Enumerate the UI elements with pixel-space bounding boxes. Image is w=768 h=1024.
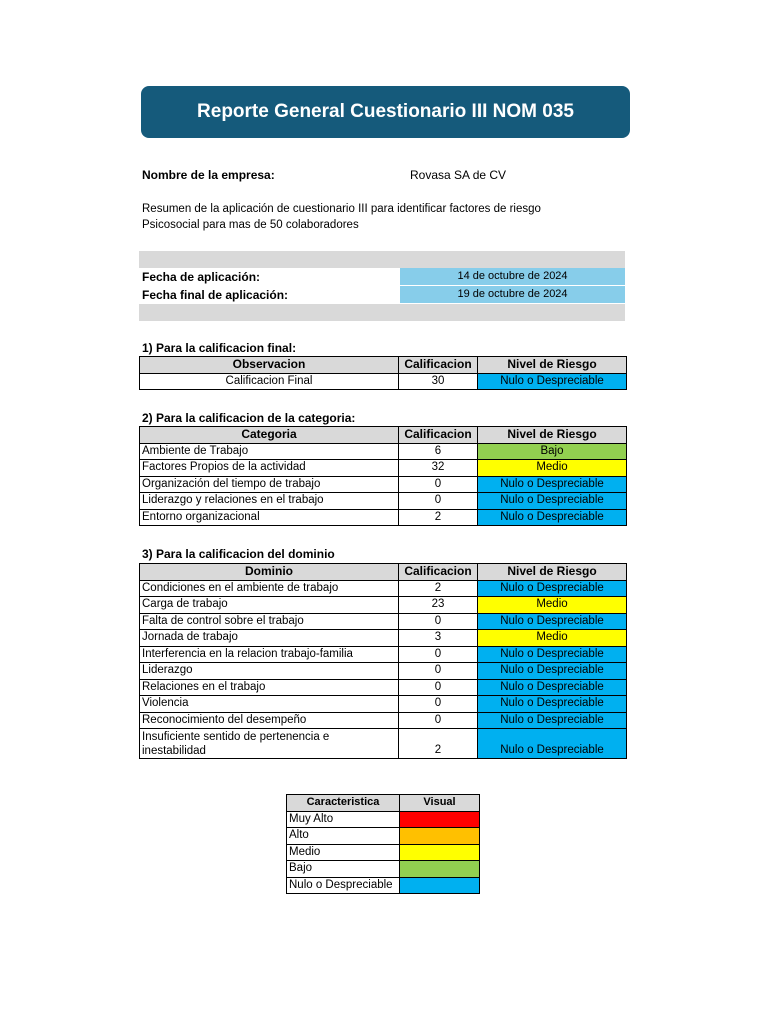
table-row [140,460,627,477]
legend-color-swatch [400,877,480,894]
legend-color-swatch [400,828,480,845]
row-name: Liderazgo [140,663,399,680]
legend-color-swatch [400,844,480,861]
table-row [140,580,627,597]
summary-line-1: Resumen de la aplicación de cuestionario III para identificar factores de riesgo [142,203,541,215]
risk-level-badge: Nulo o Despreciable [478,509,627,526]
legend-row [287,811,480,828]
row-name: Insuficiente sentido de pertenencia e inestabilidad [140,729,399,759]
company-label: Nombre de la empresa: [142,168,275,182]
category-table [139,426,627,526]
legend-label: Bajo [287,861,400,878]
risk-level-badge: Nulo o Despreciable [478,696,627,713]
row-name: Liderazgo y relaciones en el trabajo [140,493,399,510]
legend-row [287,844,480,861]
row-score: 2 [399,729,478,759]
row-score: 0 [399,712,478,729]
col-header-dominio: Dominio [140,564,399,581]
table-header-row [287,795,480,812]
col-header-calificacion: Calificacion [399,427,478,444]
risk-level-badge: Nulo o Despreciable [478,679,627,696]
col-header-calificacion: Calificacion [399,357,478,374]
domain-table [139,563,627,759]
row-name: Interferencia en la relacion trabajo-familia [140,646,399,663]
risk-level-badge: Medio [478,597,627,614]
table-row [140,712,627,729]
final-section-title: 1) Para la calificacion final: [142,341,297,355]
table-row [140,646,627,663]
row-name: Reconocimiento del desempeño [140,712,399,729]
legend-color-swatch [400,861,480,878]
domain-section-title: 3) Para la calificacion del dominio [142,547,335,561]
company-value: Rovasa SA de CV [410,168,507,182]
row-score: 2 [399,509,478,526]
row-score: 2 [399,580,478,597]
col-header-nivel: Nivel de Riesgo [478,357,627,374]
risk-level-badge: Nulo o Despreciable [478,663,627,680]
row-name: Calificacion Final [140,373,399,390]
risk-level-badge: Bajo [478,443,627,460]
legend-label: Medio [287,844,400,861]
end-date-label: Fecha final de aplicación: [142,288,289,302]
row-score: 32 [399,460,478,477]
table-row [140,679,627,696]
row-name: Ambiente de Trabajo [140,443,399,460]
row-score: 0 [399,493,478,510]
legend-label: Muy Alto [287,811,400,828]
end-date-value: 19 de octubre de 2024 [400,286,625,303]
risk-level-badge: Nulo o Despreciable [478,712,627,729]
risk-level-badge: Nulo o Despreciable [478,613,627,630]
table-row [140,630,627,647]
category-section-title: 2) Para la calificacion de la categoria: [142,411,356,425]
row-name: Carga de trabajo [140,597,399,614]
table-row [140,729,627,759]
row-score: 0 [399,679,478,696]
col-header-nivel: Nivel de Riesgo [478,564,627,581]
legend-label: Nulo o Despreciable [287,877,400,894]
table-header-row [140,357,627,374]
risk-level-badge: Medio [478,460,627,477]
table-row [140,696,627,713]
risk-level-badge: Medio [478,630,627,647]
row-name: Factores Propios de la actividad [140,460,399,477]
legend-label: Alto [287,828,400,845]
legend-row [287,877,480,894]
row-name: Falta de control sobre el trabajo [140,613,399,630]
divider-band-top [139,251,625,268]
legend-table [286,794,480,894]
table-row [140,509,627,526]
table-row [140,613,627,630]
summary-line-2: Psicosocial para mas de 50 colaboradores [142,219,359,231]
col-header-nivel: Nivel de Riesgo [478,427,627,444]
legend-row [287,828,480,845]
col-header-visual: Visual [400,795,480,812]
table-row [140,663,627,680]
row-name: Entorno organizacional [140,509,399,526]
divider-band-bottom [139,304,625,321]
legend-row [287,861,480,878]
table-header-row [140,564,627,581]
row-score: 6 [399,443,478,460]
report-title: Reporte General Cuestionario III NOM 035 [141,86,630,138]
row-name: Condiciones en el ambiente de trabajo [140,580,399,597]
row-name: Relaciones en el trabajo [140,679,399,696]
row-score: 30 [399,373,478,390]
row-name: Jornada de trabajo [140,630,399,647]
legend-color-swatch [400,811,480,828]
table-row [140,373,627,390]
table-row [140,597,627,614]
final-score-table [139,356,627,390]
risk-level-badge: Nulo o Despreciable [478,493,627,510]
row-name: Organización del tiempo de trabajo [140,476,399,493]
risk-level-badge: Nulo o Despreciable [478,729,627,759]
row-score: 0 [399,646,478,663]
row-score: 0 [399,663,478,680]
risk-level-badge: Nulo o Despreciable [478,580,627,597]
table-row [140,476,627,493]
col-header-caracteristica: Caracteristica [287,795,400,812]
col-header-observacion: Observacion [140,357,399,374]
row-score: 0 [399,476,478,493]
col-header-categoria: Categoria [140,427,399,444]
risk-level-badge: Nulo o Despreciable [478,646,627,663]
row-score: 0 [399,696,478,713]
row-score: 0 [399,613,478,630]
table-header-row [140,427,627,444]
start-date-label: Fecha de aplicación: [142,270,261,284]
risk-level-badge: Nulo o Despreciable [478,476,627,493]
table-row [140,493,627,510]
row-score: 3 [399,630,478,647]
row-score: 23 [399,597,478,614]
row-name: Violencia [140,696,399,713]
risk-level-badge: Nulo o Despreciable [478,373,627,390]
start-date-value: 14 de octubre de 2024 [400,268,625,285]
col-header-calificacion: Calificacion [399,564,478,581]
table-row [140,443,627,460]
